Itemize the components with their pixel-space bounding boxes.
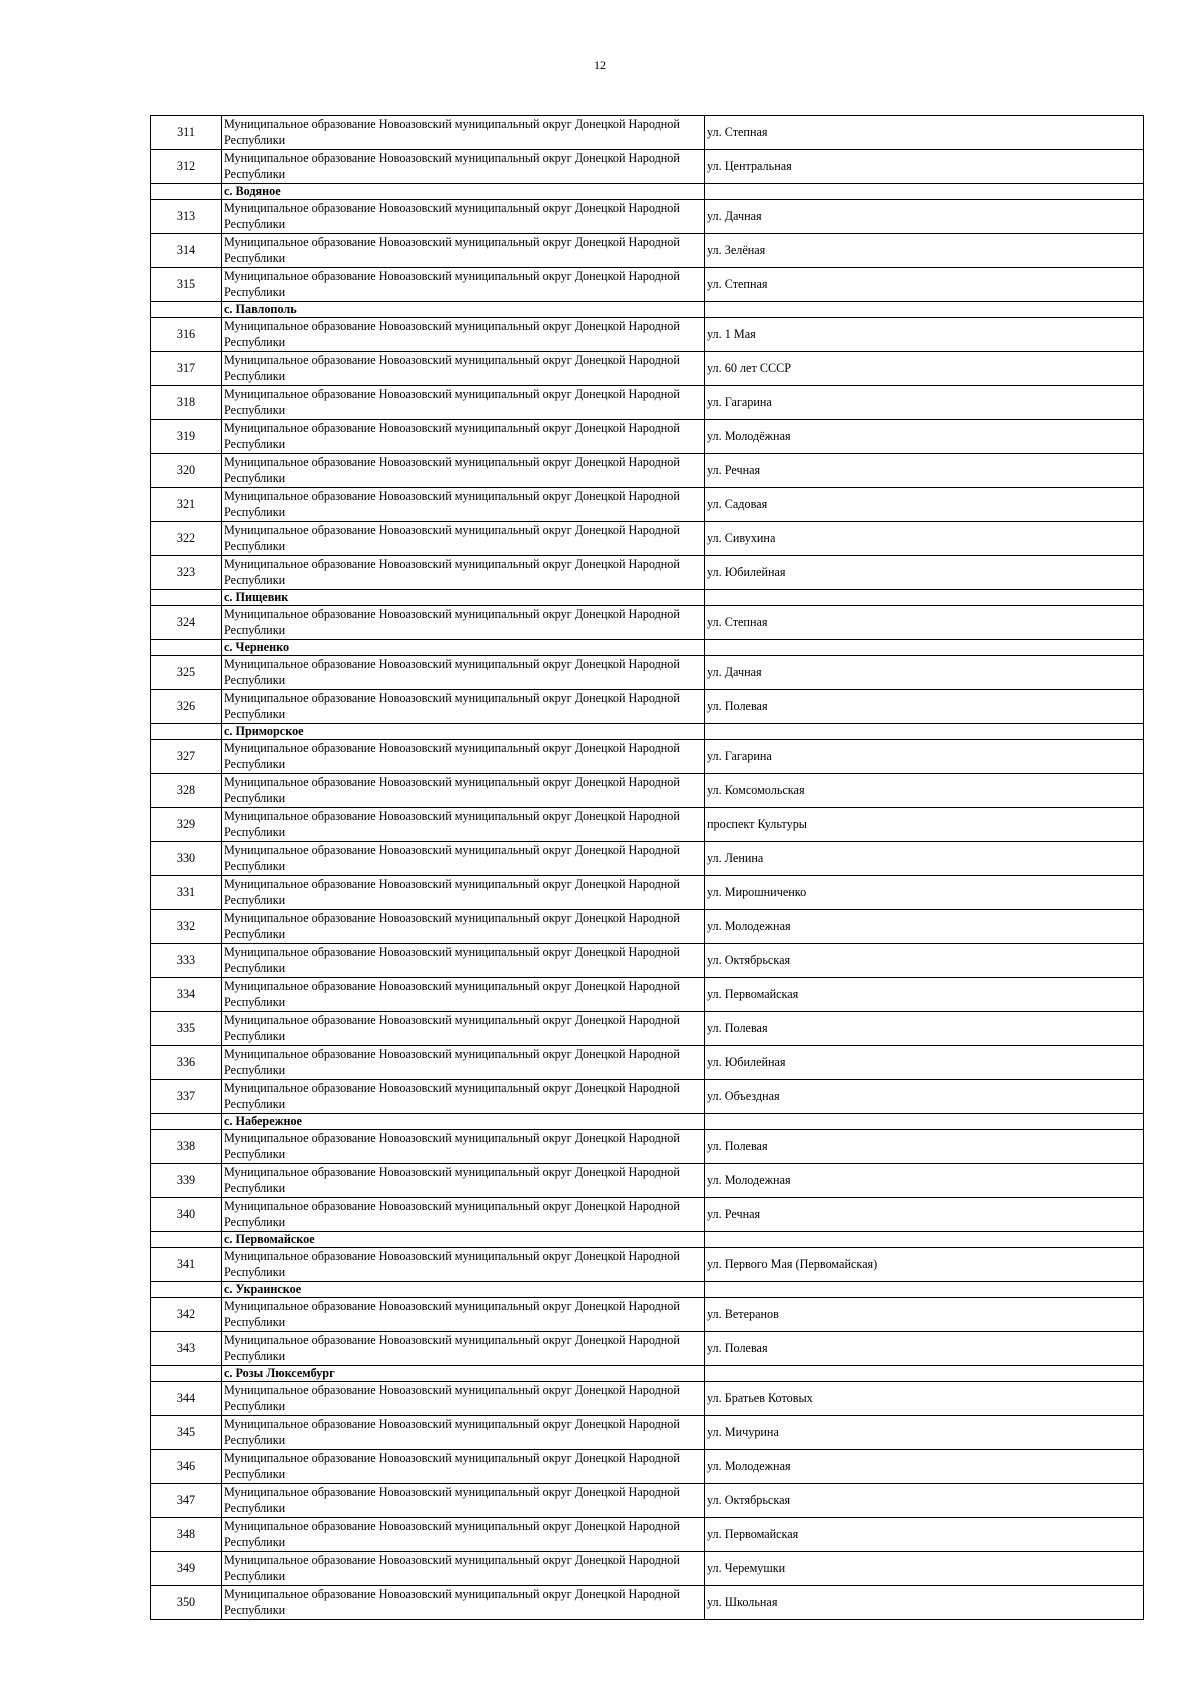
table-row <box>151 386 1144 420</box>
empty-cell <box>705 640 1144 656</box>
municipality-name: Муниципальное образование Новоазовский муниципальный округ Донецкой Народной Республики <box>222 808 705 842</box>
municipality-name: Муниципальное образование Новоазовский муниципальный округ Донецкой Народной Республики <box>222 1484 705 1518</box>
page-number: 12 <box>594 58 606 72</box>
street-name: ул. Первомайская <box>705 1518 1144 1552</box>
municipality-name: Муниципальное образование Новоазовский муниципальный округ Донецкой Народной Республики <box>222 1518 705 1552</box>
table-row <box>151 910 1144 944</box>
settlement-name: с. Розы Люксембург <box>222 1366 705 1382</box>
empty-cell <box>151 184 222 200</box>
row-number: 334 <box>151 978 222 1012</box>
street-name: ул. Юбилейная <box>705 1046 1144 1080</box>
settlement-name: с. Первомайское <box>222 1232 705 1248</box>
table-row <box>151 1484 1144 1518</box>
municipality-name: Муниципальное образование Новоазовский муниципальный округ Донецкой Народной Республики <box>222 488 705 522</box>
street-name: ул. Ленина <box>705 842 1144 876</box>
row-number: 340 <box>151 1198 222 1232</box>
municipality-name: Муниципальное образование Новоазовский муниципальный округ Донецкой Народной Республики <box>222 1586 705 1620</box>
table-row <box>151 352 1144 386</box>
municipality-name: Муниципальное образование Новоазовский муниципальный округ Донецкой Народной Республики <box>222 690 705 724</box>
table-row <box>151 740 1144 774</box>
row-number: 311 <box>151 116 222 150</box>
street-name: ул. Полевая <box>705 690 1144 724</box>
street-name: ул. Молодежная <box>705 910 1144 944</box>
table-row <box>151 116 1144 150</box>
row-number: 318 <box>151 386 222 420</box>
street-name: ул. Полевая <box>705 1332 1144 1366</box>
settlement-header-row <box>151 1366 1144 1382</box>
street-name: ул. Черемушки <box>705 1552 1144 1586</box>
table-row <box>151 1382 1144 1416</box>
municipality-name: Муниципальное образование Новоазовский муниципальный округ Донецкой Народной Республики <box>222 420 705 454</box>
municipality-name: Муниципальное образование Новоазовский муниципальный округ Донецкой Народной Республики <box>222 656 705 690</box>
street-name: ул. Речная <box>705 454 1144 488</box>
row-number: 345 <box>151 1416 222 1450</box>
street-name: ул. Первого Мая (Первомайская) <box>705 1248 1144 1282</box>
table-row <box>151 420 1144 454</box>
empty-cell <box>151 1114 222 1130</box>
settlement-name: с. Павлополь <box>222 302 705 318</box>
municipality-name: Муниципальное образование Новоазовский муниципальный округ Донецкой Народной Республики <box>222 1046 705 1080</box>
table-row <box>151 808 1144 842</box>
municipality-name: Муниципальное образование Новоазовский муниципальный округ Донецкой Народной Республики <box>222 740 705 774</box>
municipality-name: Муниципальное образование Новоазовский муниципальный округ Донецкой Народной Республики <box>222 606 705 640</box>
street-name: ул. Сивухина <box>705 522 1144 556</box>
municipality-name: Муниципальное образование Новоазовский муниципальный округ Донецкой Народной Республики <box>222 1552 705 1586</box>
municipality-name: Муниципальное образование Новоазовский муниципальный округ Донецкой Народной Республики <box>222 1080 705 1114</box>
street-name: ул. Комсомольская <box>705 774 1144 808</box>
street-name: ул. Октябрьская <box>705 1484 1144 1518</box>
table-row <box>151 318 1144 352</box>
street-name: ул. Зелёная <box>705 234 1144 268</box>
empty-cell <box>151 1282 222 1298</box>
municipality-name: Муниципальное образование Новоазовский муниципальный округ Донецкой Народной Республики <box>222 774 705 808</box>
row-number: 333 <box>151 944 222 978</box>
municipality-name: Муниципальное образование Новоазовский муниципальный округ Донецкой Народной Республики <box>222 1248 705 1282</box>
table-row <box>151 268 1144 302</box>
row-number: 321 <box>151 488 222 522</box>
street-name: ул. Молодежная <box>705 1164 1144 1198</box>
street-name: ул. Степная <box>705 116 1144 150</box>
settlement-name: с. Черненко <box>222 640 705 656</box>
street-name: ул. Дачная <box>705 200 1144 234</box>
settlement-header-row <box>151 590 1144 606</box>
street-name: ул. Октябрьская <box>705 944 1144 978</box>
row-number: 330 <box>151 842 222 876</box>
street-name: ул. Садовая <box>705 488 1144 522</box>
street-name: ул. Дачная <box>705 656 1144 690</box>
empty-cell <box>705 302 1144 318</box>
settlement-name: с. Приморское <box>222 724 705 740</box>
municipality-name: Муниципальное образование Новоазовский муниципальный округ Донецкой Народной Республики <box>222 116 705 150</box>
street-name: ул. Первомайская <box>705 978 1144 1012</box>
row-number: 329 <box>151 808 222 842</box>
table-row <box>151 606 1144 640</box>
empty-cell <box>151 1232 222 1248</box>
street-name: ул. 1 Мая <box>705 318 1144 352</box>
settlement-name: с. Пищевик <box>222 590 705 606</box>
municipality-name: Муниципальное образование Новоазовский муниципальный округ Донецкой Народной Республики <box>222 1012 705 1046</box>
row-number: 350 <box>151 1586 222 1620</box>
street-name: проспект Культуры <box>705 808 1144 842</box>
table-row <box>151 1046 1144 1080</box>
settlement-name: с. Водяное <box>222 184 705 200</box>
row-number: 348 <box>151 1518 222 1552</box>
settlement-header-row <box>151 1282 1144 1298</box>
row-number: 342 <box>151 1298 222 1332</box>
table-row <box>151 150 1144 184</box>
empty-cell <box>705 724 1144 740</box>
table-row <box>151 488 1144 522</box>
settlement-name: с. Украинское <box>222 1282 705 1298</box>
street-name: ул. Полевая <box>705 1012 1144 1046</box>
municipality-name: Муниципальное образование Новоазовский муниципальный округ Донецкой Народной Республики <box>222 268 705 302</box>
row-number: 331 <box>151 876 222 910</box>
table-row <box>151 1012 1144 1046</box>
row-number: 324 <box>151 606 222 640</box>
row-number: 336 <box>151 1046 222 1080</box>
row-number: 327 <box>151 740 222 774</box>
municipality-name: Муниципальное образование Новоазовский муниципальный округ Донецкой Народной Республики <box>222 386 705 420</box>
empty-cell <box>151 1366 222 1382</box>
row-number: 323 <box>151 556 222 590</box>
row-number: 326 <box>151 690 222 724</box>
table-row <box>151 1130 1144 1164</box>
municipality-name: Муниципальное образование Новоазовский муниципальный округ Донецкой Народной Республики <box>222 978 705 1012</box>
table-body <box>151 116 1144 1620</box>
municipality-name: Муниципальное образование Новоазовский муниципальный округ Донецкой Народной Республики <box>222 454 705 488</box>
table-row <box>151 876 1144 910</box>
street-name: ул. 60 лет СССР <box>705 352 1144 386</box>
street-name: ул. Речная <box>705 1198 1144 1232</box>
table-row <box>151 1450 1144 1484</box>
municipality-name: Муниципальное образование Новоазовский муниципальный округ Донецкой Народной Республики <box>222 1298 705 1332</box>
row-number: 319 <box>151 420 222 454</box>
table-row <box>151 774 1144 808</box>
municipality-name: Муниципальное образование Новоазовский муниципальный округ Донецкой Народной Республики <box>222 318 705 352</box>
row-number: 347 <box>151 1484 222 1518</box>
row-number: 346 <box>151 1450 222 1484</box>
row-number: 335 <box>151 1012 222 1046</box>
streets-table <box>150 115 1144 1620</box>
municipality-name: Муниципальное образование Новоазовский муниципальный округ Донецкой Народной Республики <box>222 842 705 876</box>
municipality-name: Муниципальное образование Новоазовский муниципальный округ Донецкой Народной Республики <box>222 1164 705 1198</box>
row-number: 320 <box>151 454 222 488</box>
municipality-name: Муниципальное образование Новоазовский муниципальный округ Донецкой Народной Республики <box>222 1332 705 1366</box>
municipality-name: Муниципальное образование Новоазовский муниципальный округ Донецкой Народной Республики <box>222 556 705 590</box>
table-row <box>151 556 1144 590</box>
municipality-name: Муниципальное образование Новоазовский муниципальный округ Донецкой Народной Республики <box>222 234 705 268</box>
table-row <box>151 944 1144 978</box>
empty-cell <box>705 1366 1144 1382</box>
row-number: 313 <box>151 200 222 234</box>
table-row <box>151 656 1144 690</box>
empty-cell <box>705 590 1144 606</box>
table-row <box>151 1332 1144 1366</box>
settlement-header-row <box>151 1232 1144 1248</box>
table-row <box>151 454 1144 488</box>
street-name: ул. Гагарина <box>705 386 1144 420</box>
municipality-name: Муниципальное образование Новоазовский муниципальный округ Донецкой Народной Республики <box>222 200 705 234</box>
table-row <box>151 978 1144 1012</box>
table-row <box>151 1518 1144 1552</box>
table-row <box>151 1164 1144 1198</box>
settlement-header-row <box>151 640 1144 656</box>
row-number: 322 <box>151 522 222 556</box>
street-name: ул. Центральная <box>705 150 1144 184</box>
street-name: ул. Степная <box>705 268 1144 302</box>
municipality-name: Муниципальное образование Новоазовский муниципальный округ Донецкой Народной Республики <box>222 1382 705 1416</box>
street-name: ул. Молодежная <box>705 1450 1144 1484</box>
street-name: ул. Школьная <box>705 1586 1144 1620</box>
municipality-name: Муниципальное образование Новоазовский муниципальный округ Донецкой Народной Республики <box>222 910 705 944</box>
empty-cell <box>151 724 222 740</box>
street-name: ул. Степная <box>705 606 1144 640</box>
settlement-name: с. Набережное <box>222 1114 705 1130</box>
row-number: 314 <box>151 234 222 268</box>
empty-cell <box>705 184 1144 200</box>
empty-cell <box>151 302 222 318</box>
row-number: 344 <box>151 1382 222 1416</box>
street-name: ул. Гагарина <box>705 740 1144 774</box>
table-row <box>151 1416 1144 1450</box>
row-number: 332 <box>151 910 222 944</box>
table-row <box>151 522 1144 556</box>
municipality-name: Муниципальное образование Новоазовский муниципальный округ Донецкой Народной Республики <box>222 1130 705 1164</box>
municipality-name: Муниципальное образование Новоазовский муниципальный округ Донецкой Народной Республики <box>222 876 705 910</box>
municipality-name: Муниципальное образование Новоазовский муниципальный округ Донецкой Народной Республики <box>222 522 705 556</box>
table-row <box>151 690 1144 724</box>
street-name: ул. Мичурина <box>705 1416 1144 1450</box>
row-number: 339 <box>151 1164 222 1198</box>
table-row <box>151 1080 1144 1114</box>
municipality-name: Муниципальное образование Новоазовский муниципальный округ Донецкой Народной Республики <box>222 150 705 184</box>
row-number: 328 <box>151 774 222 808</box>
municipality-name: Муниципальное образование Новоазовский муниципальный округ Донецкой Народной Республики <box>222 944 705 978</box>
table-row <box>151 234 1144 268</box>
street-name: ул. Ветеранов <box>705 1298 1144 1332</box>
street-name: ул. Братьев Котовых <box>705 1382 1144 1416</box>
municipality-name: Муниципальное образование Новоазовский муниципальный округ Донецкой Народной Республики <box>222 1416 705 1450</box>
empty-cell <box>705 1114 1144 1130</box>
table-row <box>151 1586 1144 1620</box>
row-number: 338 <box>151 1130 222 1164</box>
empty-cell <box>151 640 222 656</box>
empty-cell <box>705 1232 1144 1248</box>
municipality-name: Муниципальное образование Новоазовский муниципальный округ Донецкой Народной Республики <box>222 1450 705 1484</box>
row-number: 337 <box>151 1080 222 1114</box>
settlement-header-row <box>151 302 1144 318</box>
street-name: ул. Полевая <box>705 1130 1144 1164</box>
row-number: 343 <box>151 1332 222 1366</box>
municipality-name: Муниципальное образование Новоазовский муниципальный округ Донецкой Народной Республики <box>222 1198 705 1232</box>
row-number: 349 <box>151 1552 222 1586</box>
street-name: ул. Мирошниченко <box>705 876 1144 910</box>
table-row <box>151 1248 1144 1282</box>
row-number: 315 <box>151 268 222 302</box>
row-number: 317 <box>151 352 222 386</box>
settlement-header-row <box>151 1114 1144 1130</box>
row-number: 325 <box>151 656 222 690</box>
table-row <box>151 842 1144 876</box>
table-row <box>151 200 1144 234</box>
street-name: ул. Молодёжная <box>705 420 1144 454</box>
settlement-header-row <box>151 184 1144 200</box>
table-row <box>151 1552 1144 1586</box>
municipality-name: Муниципальное образование Новоазовский муниципальный округ Донецкой Народной Республики <box>222 352 705 386</box>
empty-cell <box>705 1282 1144 1298</box>
street-name: ул. Объездная <box>705 1080 1144 1114</box>
street-name: ул. Юбилейная <box>705 556 1144 590</box>
table-row <box>151 1298 1144 1332</box>
row-number: 312 <box>151 150 222 184</box>
row-number: 316 <box>151 318 222 352</box>
settlement-header-row <box>151 724 1144 740</box>
table-row <box>151 1198 1144 1232</box>
empty-cell <box>151 590 222 606</box>
row-number: 341 <box>151 1248 222 1282</box>
